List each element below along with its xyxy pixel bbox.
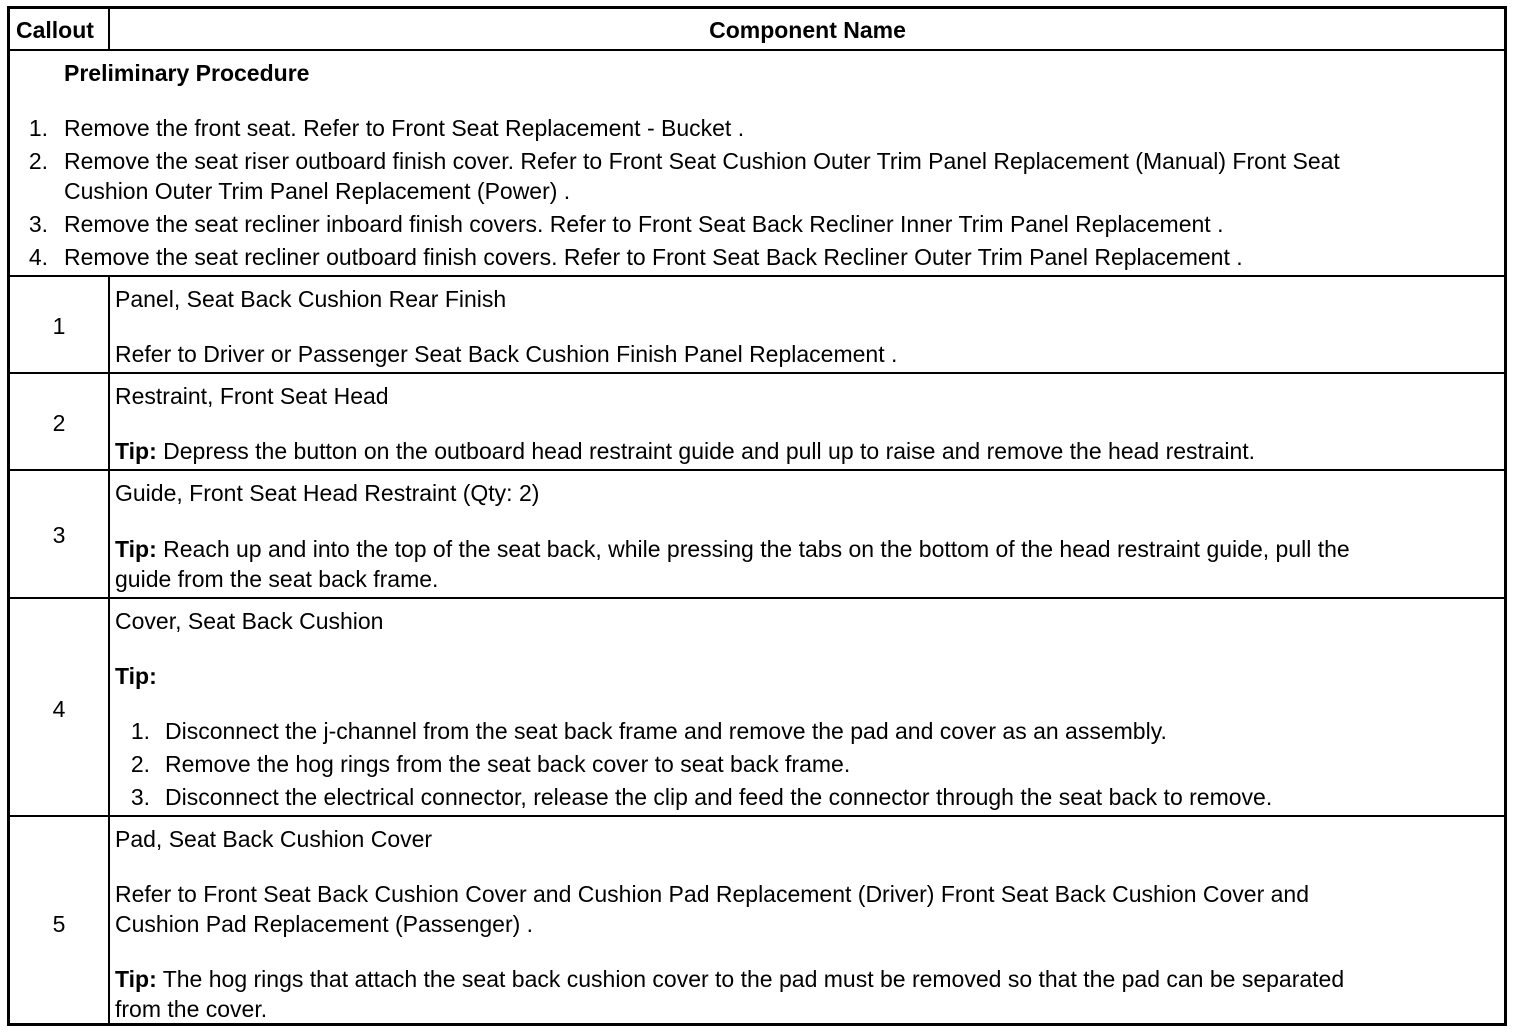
- tip-step-text: Disconnect the j-channel from the seat back frame and remove the pad and cover as an assembly.: [165, 718, 1167, 744]
- row-rule: [10, 815, 1504, 817]
- header-component-name: Component Name: [709, 17, 906, 43]
- prelim-step-text: Remove the seat recliner outboard finish covers. Refer to Front Seat Back Recliner Outer Trim Panel Replacement .: [64, 244, 1243, 270]
- prelim-step-number: 1.: [28, 115, 48, 141]
- tip-label: Tip:: [115, 966, 157, 992]
- tip-step-text: Remove the hog rings from the seat back cover to seat back frame.: [165, 751, 851, 777]
- tip-step-number: 1.: [130, 718, 150, 744]
- prelim-step-text: Remove the front seat. Refer to Front Seat Replacement - Bucket .: [64, 115, 745, 141]
- tip-text: Reach up and into the top of the seat back, while pressing the tabs on the bottom of the head restraint guide, pull the: [163, 536, 1350, 562]
- component-name: Cover, Seat Back Cushion: [115, 608, 384, 634]
- row-rule: [10, 275, 1504, 277]
- row-rule: [10, 49, 1504, 51]
- tip-line: [115, 534, 1350, 564]
- reference-text: Refer to Front Seat Back Cushion Cover and Cushion Pad Replacement (Driver) Front Seat Back Cushion Cover and: [115, 881, 1310, 907]
- callout-number: 1: [52, 313, 66, 339]
- column-divider-body: [108, 275, 110, 1026]
- component-name: Pad, Seat Back Cushion Cover: [115, 826, 433, 852]
- tip-step-text: Disconnect the electrical connector, release the clip and feed the connector through the seat back to remove.: [165, 784, 1273, 810]
- tip-label: Tip:: [115, 536, 157, 562]
- tip-text: from the cover.: [115, 996, 268, 1022]
- row-rule: [10, 597, 1504, 599]
- preliminary-title: Preliminary Procedure: [64, 60, 310, 86]
- prelim-step-text: Remove the seat recliner inboard finish covers. Refer to Front Seat Back Recliner Inner Trim Panel Replacement .: [64, 211, 1224, 237]
- tip-step-number: 3.: [130, 784, 150, 810]
- tip-text: The hog rings that attach the seat back cushion cover to the pad must be removed so that the pad can be separated: [162, 966, 1345, 992]
- reference-text: Refer to Driver or Passenger Seat Back Cushion Finish Panel Replacement .: [115, 341, 898, 367]
- component-name: Restraint, Front Seat Head: [115, 383, 389, 409]
- prelim-step-number: 3.: [28, 211, 48, 237]
- tip-step-number: 2.: [130, 751, 150, 777]
- component-name: Panel, Seat Back Cushion Rear Finish: [115, 286, 507, 312]
- tip-text: guide from the seat back frame.: [115, 566, 439, 592]
- tip-line: [115, 964, 1344, 994]
- header-callout: Callout: [16, 17, 94, 43]
- callout-number: 3: [52, 522, 66, 548]
- tip-text: Depress the button on the outboard head restraint guide and pull up to raise and remove the head restraint.: [163, 438, 1256, 464]
- component-name: Guide, Front Seat Head Restraint (Qty: 2): [115, 480, 540, 506]
- callout-number: 5: [52, 911, 66, 937]
- prelim-step-text: Remove the seat riser outboard finish cover. Refer to Front Seat Cushion Outer Trim Panel Replacement (Manual) Front Seat: [64, 148, 1340, 174]
- reference-text: Cushion Pad Replacement (Passenger) .: [115, 911, 534, 937]
- tip-label: Tip:: [115, 438, 157, 464]
- prelim-step-text: Cushion Outer Trim Panel Replacement (Power) .: [64, 178, 571, 204]
- prelim-step-number: 2.: [28, 148, 48, 174]
- callout-number: 2: [52, 410, 66, 436]
- prelim-step-number: 4.: [28, 244, 48, 270]
- row-rule: [10, 469, 1504, 471]
- component-table: [7, 6, 1507, 1026]
- callout-number: 4: [52, 696, 66, 722]
- tip-label: Tip:: [115, 663, 157, 689]
- row-rule: [10, 372, 1504, 374]
- tip-line: [115, 436, 1255, 466]
